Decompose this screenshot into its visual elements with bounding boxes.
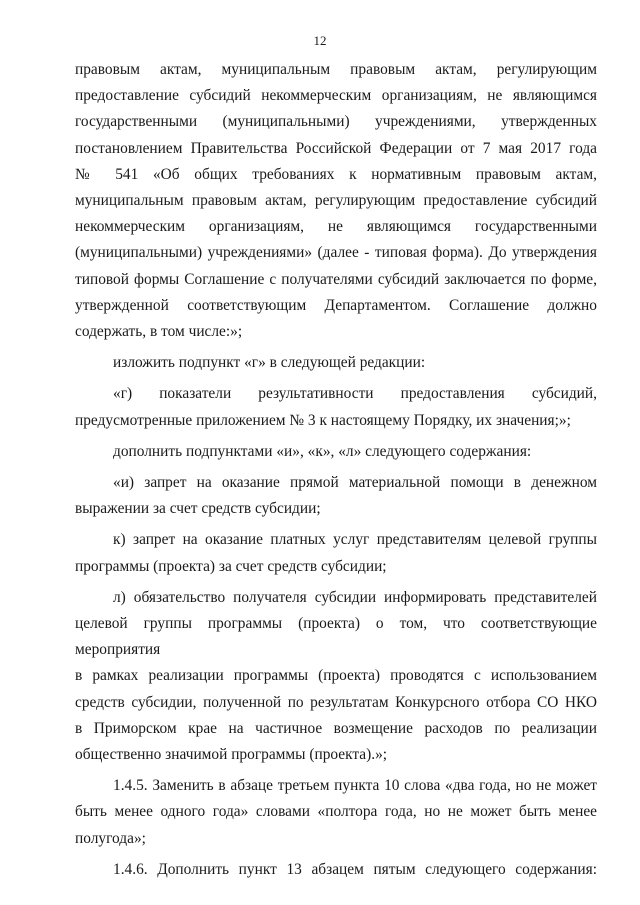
- text-line: содержать, в том числе:»;: [75, 323, 243, 341]
- text-line: предусмотренные приложением № 3 к настоящему Порядку, их значения;»;: [75, 411, 571, 429]
- text-line: предоставление субсидий некоммерческим организациям, не являющимся: [75, 87, 597, 105]
- text-line: 1.4.6. Дополнить пункт 13 абзацем пятым следующего содержания:: [113, 860, 597, 878]
- text-line: некоммерческим организациям, не являющимся государственными: [75, 218, 597, 236]
- text-line: быть менее одного года» словами «полтора года, но не может быть менее: [75, 803, 597, 821]
- text-line: л) обязательство получателя субсидии информировать представителей: [113, 588, 597, 606]
- text-line: «г) показатели результативности предоставления субсидий,: [113, 385, 597, 403]
- text-line: государственными (муниципальными) учреждениями, утвержденных: [75, 113, 597, 131]
- text-line: в Приморском крае на частичное возмещение расходов по реализации: [75, 719, 597, 737]
- text-line: (муниципальными) учреждениями» (далее - типовая форма). До утверждения: [75, 244, 597, 262]
- text-line: муниципальным правовым актам, регулирующим предоставление субсидий: [75, 192, 597, 210]
- document-body: [75, 57, 597, 883]
- text-line: общественно значимой программы (проекта).»;: [75, 746, 388, 764]
- text-line: типовой формы Соглашение с получателями субсидий заключается по форме,: [75, 270, 597, 288]
- text-line: изложить подпункт «г» в следующей редакции:: [113, 354, 426, 372]
- text-line: постановлением Правительства Российской Федерации от 7 мая 2017 года: [75, 139, 597, 157]
- text-line: № 541 «Об общих требованиях к нормативным правовым актам,: [75, 165, 597, 183]
- text-line: выражении за счет средств субсидии;: [75, 500, 321, 518]
- text-line: «и) запрет на оказание прямой материальной помощи в денежном: [113, 474, 597, 492]
- text-line: утвержденной соответствующим Департаментом. Соглашение должно: [75, 296, 597, 314]
- text-line: средств субсидии, полученной по результатам Конкурсного отбора СО НКО: [75, 693, 597, 711]
- text-line: 1.4.5. Заменить в абзаце третьем пункта 10 слова «два года, но не может: [113, 777, 597, 795]
- page-number: 12: [313, 33, 327, 48]
- text-line: целевой группы программы (проекта) о том, что соответствующие мероприятия: [75, 615, 597, 659]
- text-line: в рамках реализации программы (проекта) проводятся с использованием: [75, 667, 597, 685]
- text-line: к) запрет на оказание платных услуг представителям целевой группы: [113, 531, 597, 549]
- text-line: программы (проекта) за счет средств субсидии;: [75, 557, 387, 575]
- text-line: правовым актам, муниципальным правовым актам, регулирующим: [75, 61, 597, 78]
- text-line: дополнить подпунктами «и», «к», «л» следующего содержания:: [113, 442, 532, 460]
- text-line: полугода»;: [75, 829, 146, 847]
